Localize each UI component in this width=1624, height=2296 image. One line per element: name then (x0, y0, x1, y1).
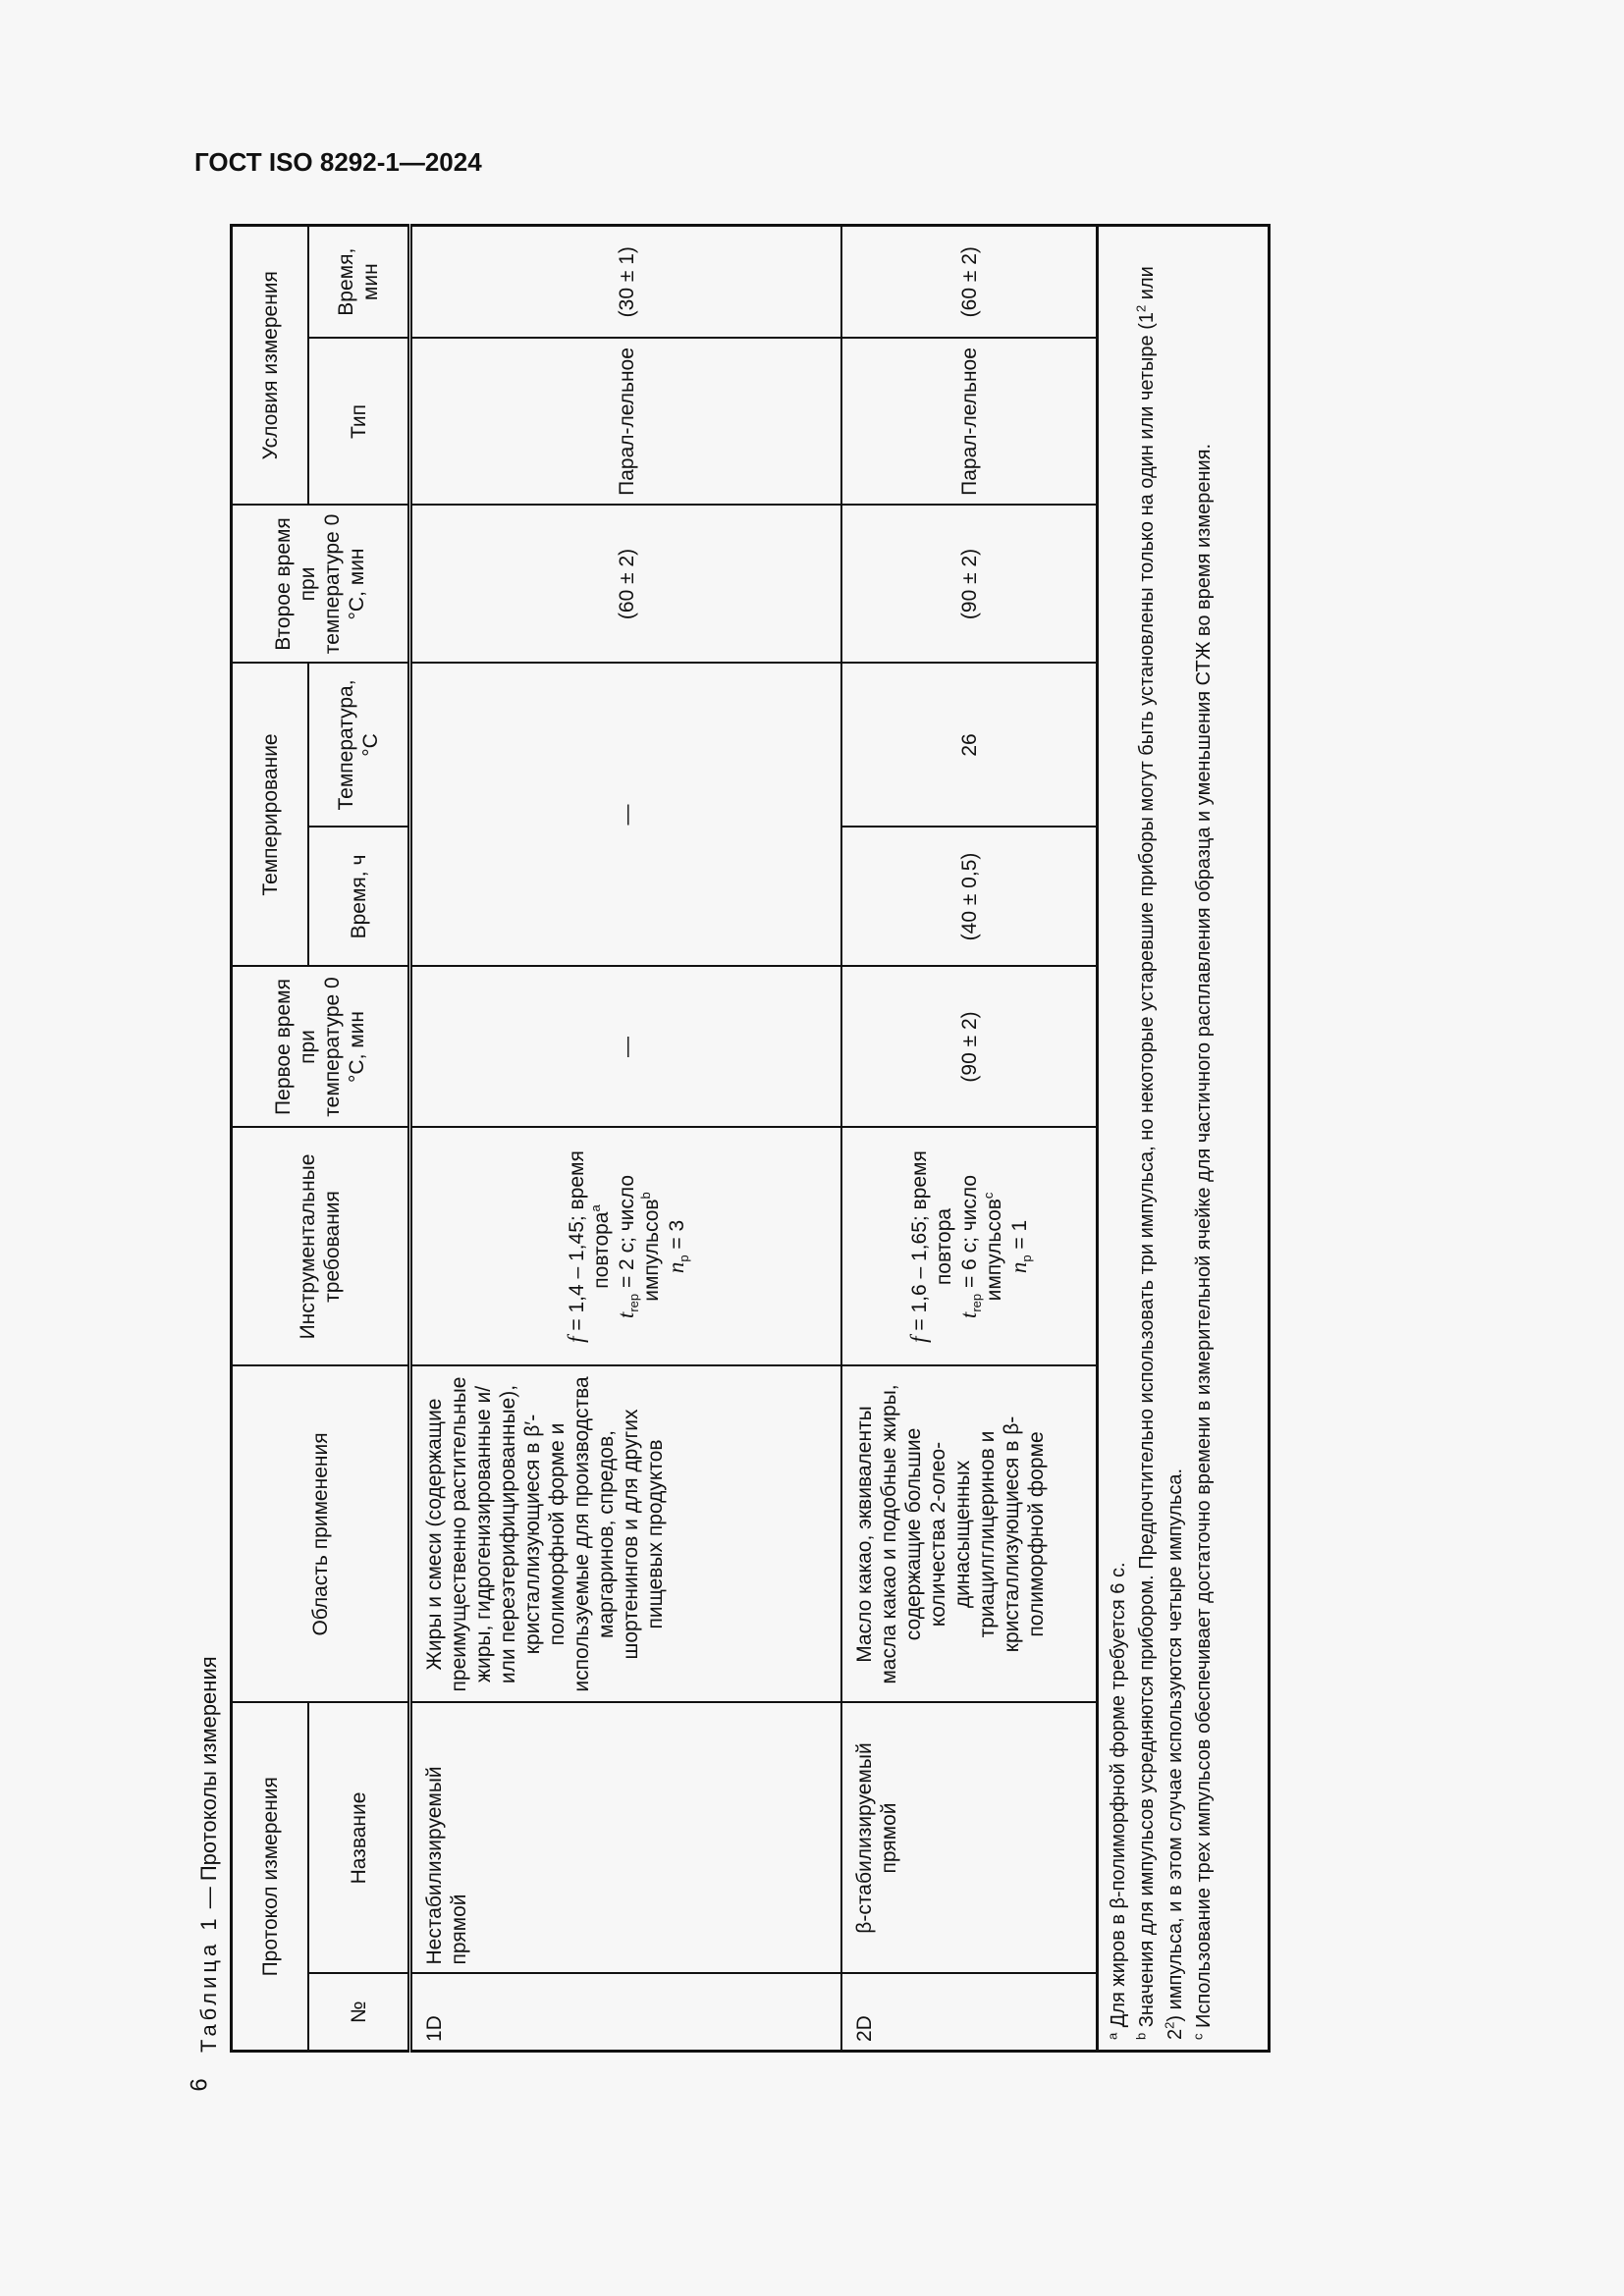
table-caption (194, 227, 230, 2053)
rotated-table-block (194, 227, 1274, 2053)
header-name: Название (308, 1702, 410, 1973)
header-tempering-time: Время, ч (308, 827, 410, 966)
superscript: 2 (1162, 2021, 1177, 2029)
caption-label: Таблица 1 (196, 1914, 221, 2053)
header-type: Тип (308, 338, 410, 505)
header-conditions: Условия измерения (232, 225, 309, 505)
header-time: Время, мин (308, 225, 410, 338)
subscript: rep (626, 1293, 642, 1312)
cell-name: Нестабилизируемый прямой (410, 1702, 842, 1973)
cell-time: (60 ± 2) (841, 225, 1098, 338)
subscript: rep (969, 1293, 985, 1312)
instr-text: = 2 с; число импульсов (616, 1174, 663, 1302)
cell-name: β-стабилизируемый прямой (841, 1702, 1098, 1973)
footnote-text: или 2 (1136, 266, 1186, 2040)
cell-tempering-time: (40 ± 0,5) (841, 827, 1098, 966)
measurement-protocols-table (230, 224, 1271, 2053)
footnote-a (1105, 237, 1133, 2040)
footnotes-row (1098, 225, 1270, 2051)
cell-first-time: — (410, 966, 842, 1127)
cell-type: Парал-лельное (841, 338, 1098, 505)
caption-title: — Протоколы измерения (196, 1656, 221, 1915)
instr-text: = 1 (1008, 1219, 1031, 1255)
symbol-t: t (956, 1311, 981, 1319)
symbol-n: n (664, 1261, 688, 1274)
instr-text: = 6 с; число импульсов (958, 1174, 1005, 1302)
cell-scope: Масло какао, эквиваленты масла какао и подобные жиры, содержащие большие количества 2-олео-динасыщенных триацилглицеринов и кристаллизующиеся в β-полиморфной форме (841, 1365, 1098, 1702)
page-number: 6 (186, 2078, 213, 2092)
document-title: ГОСТ ISO 8292-1—2024 (194, 147, 482, 177)
cell-instrument (410, 1127, 842, 1365)
instr-text: = 1,4 – 1,45; время повтора (566, 1150, 613, 1337)
footnote-text: Значения для импульсов усредняются прибором. Предпочтительно использовать три импульса, но некоторые устаревшие приборы могут быть установлены только на один или четыре (1 (1136, 312, 1158, 2033)
symbol-f: f (906, 1336, 931, 1343)
cell-no: 2D (841, 1974, 1098, 2052)
cell-second-time: (90 ± 2) (841, 505, 1098, 663)
instr-text: = 3 (666, 1219, 688, 1255)
footnote-ref: c (981, 1192, 996, 1200)
footnotes (1098, 225, 1270, 2051)
cell-time: (30 ± 1) (410, 225, 842, 338)
header-instrument: Инструментальные требования (232, 1127, 410, 1365)
header-tempering: Темперирование (232, 663, 309, 966)
footnote-mark: a (1105, 2032, 1120, 2040)
table-row (841, 225, 1098, 2051)
symbol-f: f (564, 1336, 588, 1343)
symbol-n: n (1006, 1261, 1031, 1274)
footnote-b (1133, 237, 1190, 2040)
cell-scope: Жиры и смеси (содержащие преимущественно растительные жиры, гидрогенизированные и/или переэтерифицированные), кристаллизующиеся в β′-полиморфной форме и используемые для производства маргаринов, спредов, шортенингов и для других пищевых продуктов (410, 1365, 842, 1702)
instr-text: = 1,6 – 1,65; время повтора (908, 1150, 955, 1337)
cell-tempering-temp: 26 (841, 663, 1098, 827)
header-protocol: Протокол измерения (232, 1702, 309, 2051)
header-scope: Область применения (232, 1365, 410, 1702)
cell-no: 1D (410, 1974, 842, 2052)
footnote-c (1190, 237, 1218, 2040)
footnote-ref: b (638, 1192, 653, 1200)
header-second-time: Второе время при температуре 0 °С, мин (232, 505, 410, 663)
table-row (410, 225, 842, 2051)
cell-tempering: — (410, 663, 842, 966)
cell-second-time: (60 ± 2) (410, 505, 842, 663)
cell-first-time: (90 ± 2) (841, 966, 1098, 1127)
footnote-text: ) импульса, и в этом случае используются четыре импульса. (1164, 1468, 1186, 2022)
footnote-text: Для жиров в β-полиморфной форме требуется 6 с. (1108, 1562, 1129, 2033)
symbol-t: t (614, 1311, 638, 1319)
subscript: p (1019, 1255, 1035, 1262)
header-tempering-temp: Температура, °С (308, 663, 410, 827)
superscript: 2 (1133, 304, 1149, 312)
cell-type: Парал-лельное (410, 338, 842, 505)
header-first-time: Первое время при температуре 0 °С, мин (232, 966, 410, 1127)
footnote-ref: a (588, 1204, 603, 1212)
footnote-text: Использование трех импульсов обеспечивает достаточно времени в измерительной ячейке для частичного расплавления образца и уменьшения СТЖ во время измерения. (1193, 443, 1215, 2034)
cell-instrument (841, 1127, 1098, 1365)
subscript: p (677, 1255, 692, 1262)
footnote-mark: c (1190, 2033, 1206, 2040)
footnote-mark: b (1133, 2032, 1149, 2040)
header-no: № (308, 1974, 410, 2052)
